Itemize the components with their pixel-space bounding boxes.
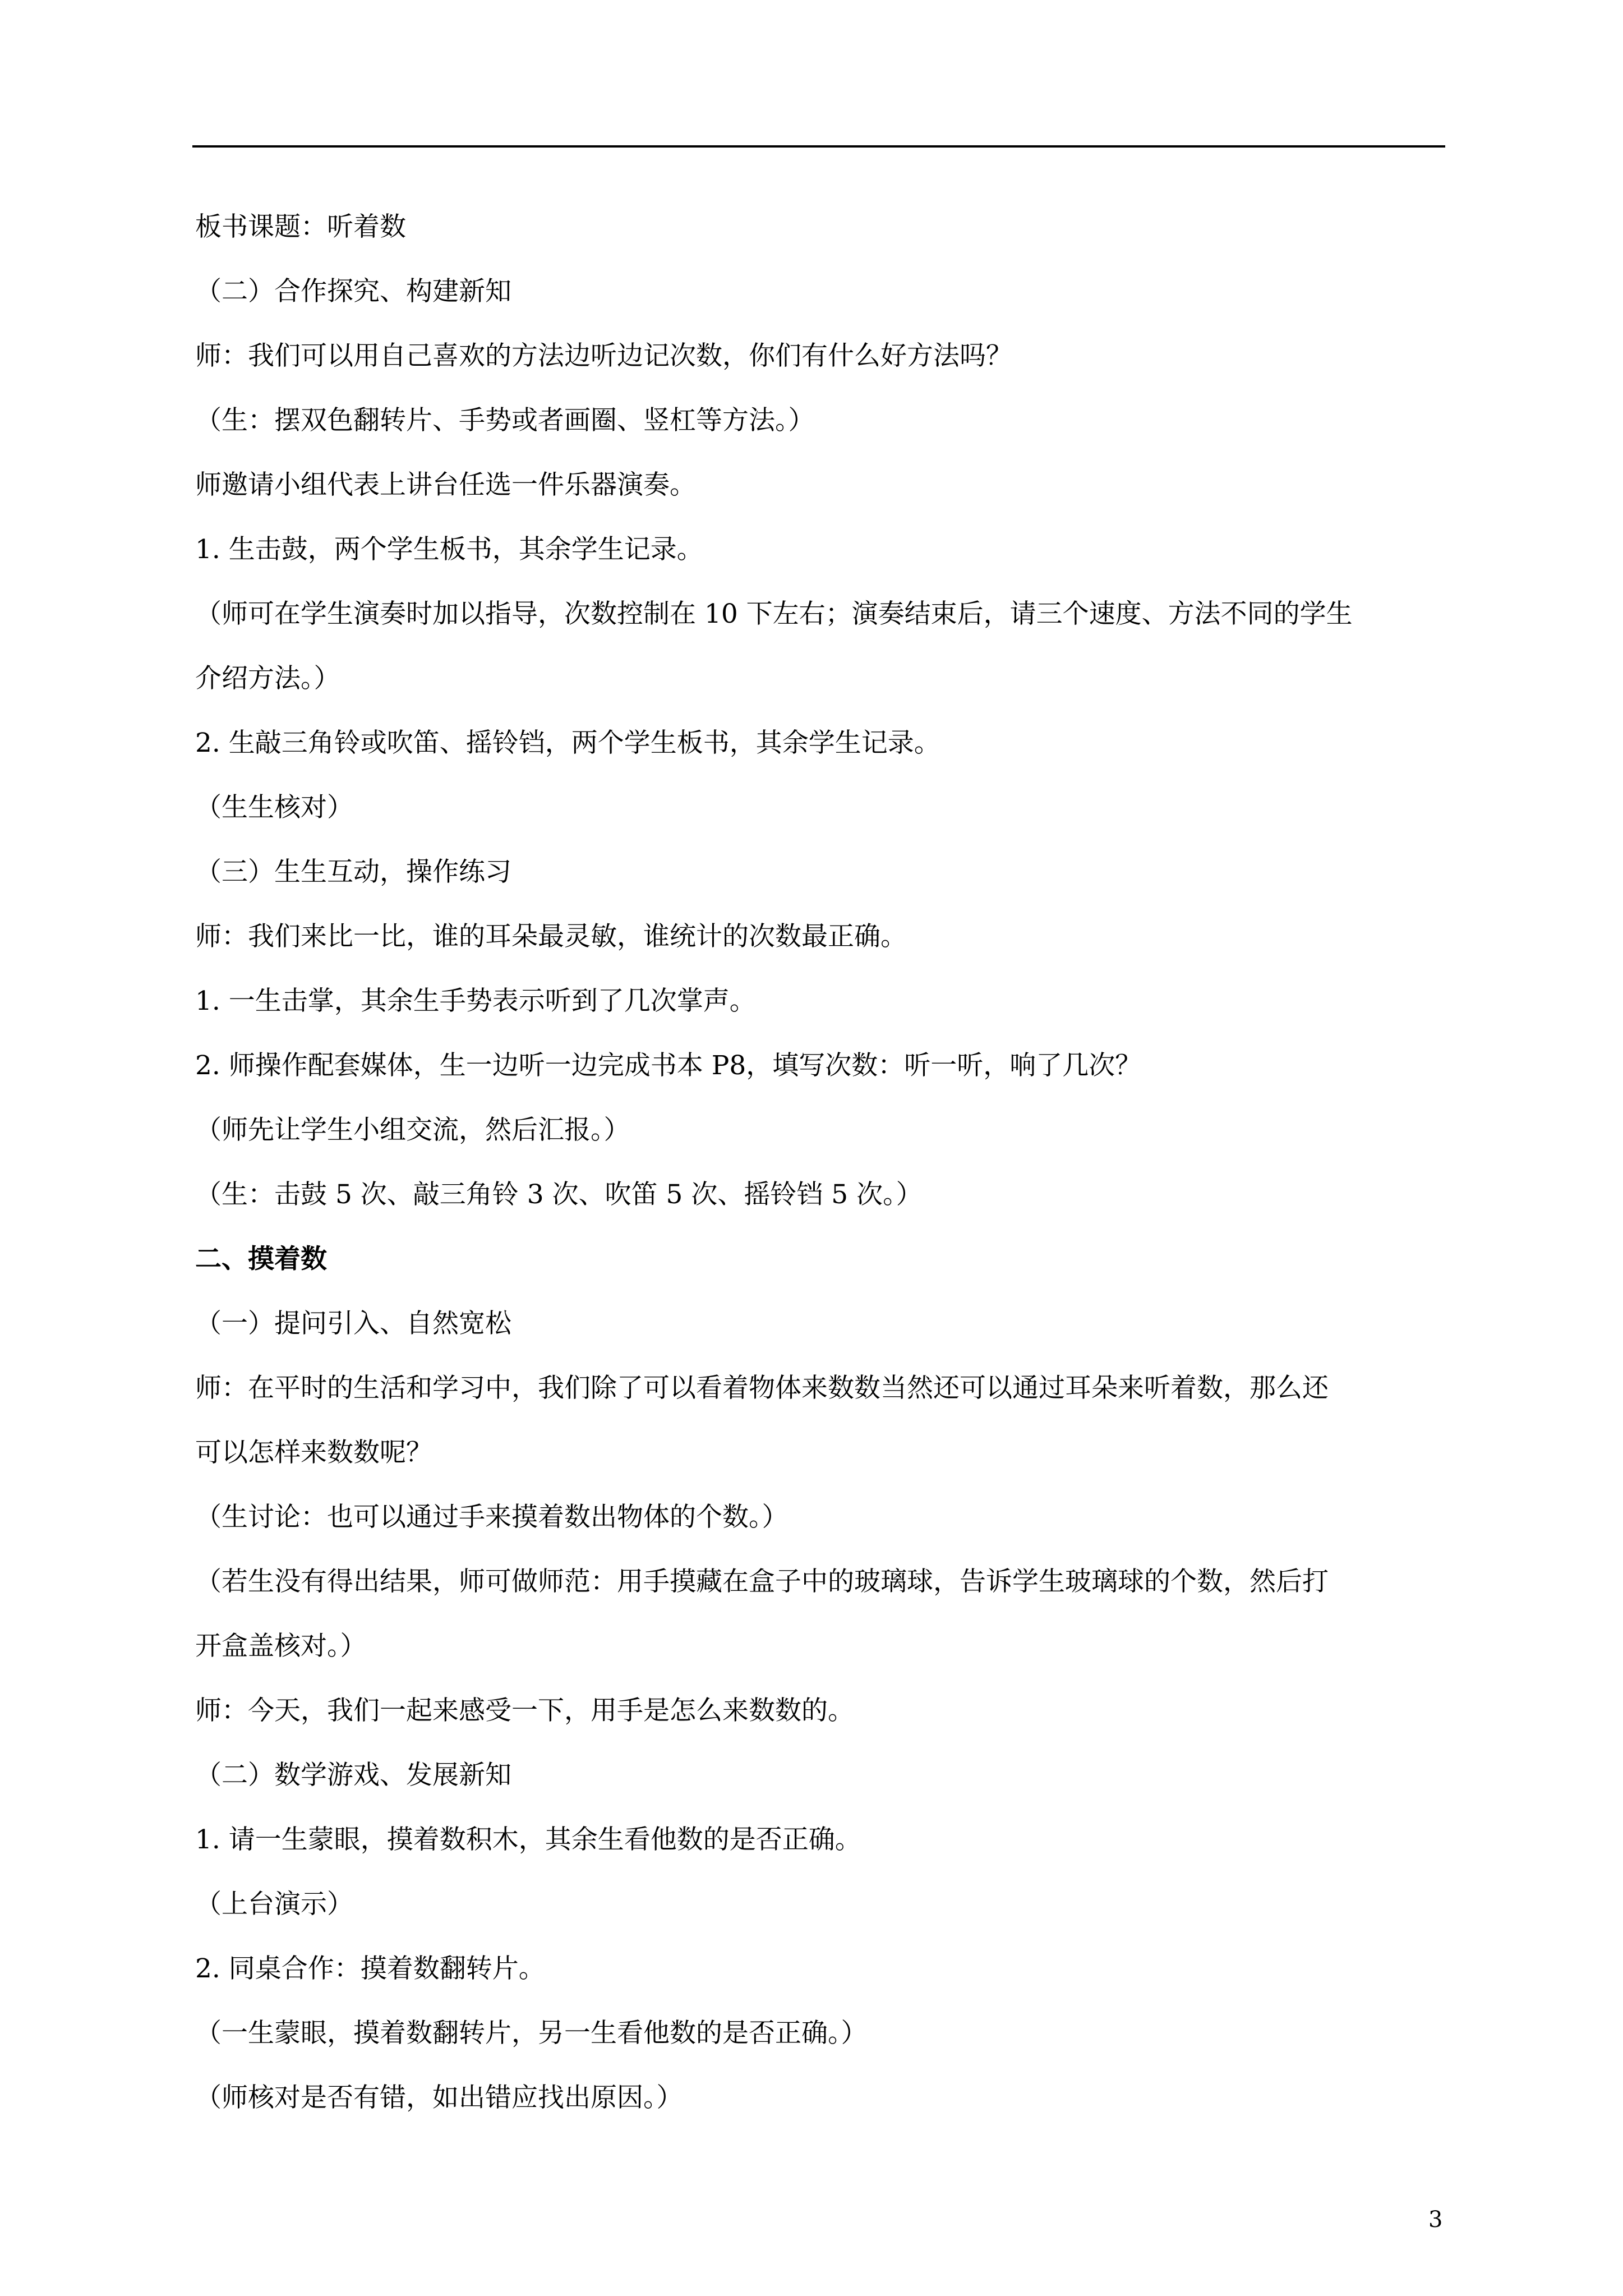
paragraph-line: 1. 一生击掌，其余生手势表示听到了几次掌声。 <box>195 986 756 1016</box>
paragraph-line: （生生核对） <box>195 792 353 823</box>
paragraph-line: （上台演示） <box>195 1889 353 1920</box>
paragraph-line: （生：摆双色翻转片、手势或者画圈、竖杠等方法。） <box>195 405 815 436</box>
paragraph-line: 师邀请小组代表上讲台任选一件乐器演奏。 <box>195 470 696 500</box>
paragraph-line: （三）生生互动，操作练习 <box>195 857 511 887</box>
paragraph-line: 师：今天，我们一起来感受一下，用手是怎么来数数的。 <box>195 1695 854 1726</box>
paragraph-line: 2. 师操作配套媒体，生一边听一边完成书本 P8，填写次数：听一听，响了几次？ <box>195 1050 1142 1081</box>
paragraph-line: 1. 请一生蒙眼，摸着数积木，其余生看他数的是否正确。 <box>195 1824 861 1855</box>
paragraph-line: （二）合作探究、构建新知 <box>195 276 511 307</box>
paragraph-line: （师核对是否有错，如出错应找出原因。） <box>195 2082 683 2113</box>
paragraph-line: （二）数学游戏、发展新知 <box>195 1760 511 1791</box>
paragraph-line: 1. 生击鼓，两个学生板书，其余学生记录。 <box>195 534 703 565</box>
paragraph-line: （生：击鼓 5 次、敲三角铃 3 次、吹笛 5 次、摇铃铛 5 次。） <box>195 1179 923 1210</box>
paragraph-line: （师先让学生小组交流，然后汇报。） <box>195 1115 630 1145</box>
header-rule <box>192 145 1445 148</box>
paragraph-line: （一）提问引入、自然宽松 <box>195 1308 511 1339</box>
paragraph-line: 介绍方法。） <box>195 663 340 694</box>
paragraph-line: 师：我们来比一比，谁的耳朵最灵敏，谁统计的次数最正确。 <box>195 921 907 952</box>
paragraph-line: 2. 同桌合作：摸着数翻转片。 <box>195 1953 545 1984</box>
paragraph-line: 开盒盖核对。） <box>195 1631 367 1662</box>
paragraph-line: 可以怎样来数数呢？ <box>195 1437 432 1468</box>
paragraph-line: （生讨论：也可以通过手来摸着数出物体的个数。） <box>195 1502 789 1533</box>
paragraph-line: 师：我们可以用自己喜欢的方法边听边记次数，你们有什么好方法吗？ <box>195 341 1012 371</box>
page-number: 3 <box>1428 2207 1443 2233</box>
paragraph-line: 板书课题：听着数 <box>195 211 406 242</box>
paragraph-line: （若生没有得出结果，师可做师范：用手摸藏在盒子中的玻璃球，告诉学生玻璃球的个数，然后打 <box>195 1566 1329 1597</box>
section-heading: 二、摸着数 <box>195 1244 327 1274</box>
paragraph-line: 师：在平时的生活和学习中，我们除了可以看着物体来数数当然还可以通过耳朵来听着数，那么还 <box>195 1373 1329 1404</box>
paragraph-line: 2. 生敲三角铃或吹笛、摇铃铛，两个学生板书，其余学生记录。 <box>195 728 940 758</box>
paragraph-line: （师可在学生演奏时加以指导，次数控制在 10 下左右；演奏结束后，请三个速度、方法不同的学生 <box>195 599 1353 629</box>
paragraph-line: （一生蒙眼，摸着数翻转片，另一生看他数的是否正确。） <box>195 2018 868 2049</box>
